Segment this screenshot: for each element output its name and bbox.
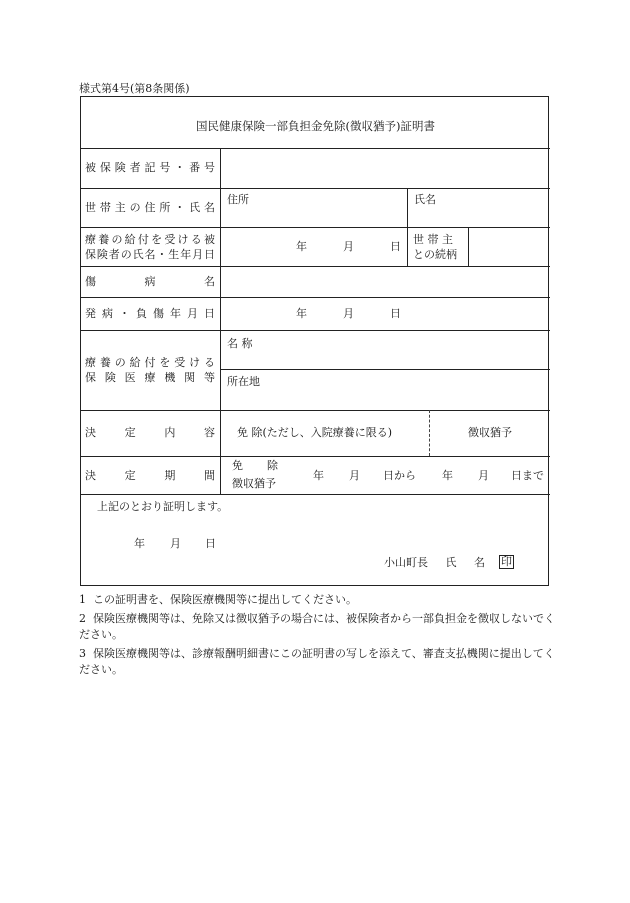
birth-year-unit: 年: [296, 240, 307, 253]
seal-text: 印: [501, 555, 512, 568]
relation-field[interactable]: [469, 228, 549, 265]
note-number: 1: [79, 593, 86, 606]
institution-label-line1: 療養の給付を受ける: [85, 356, 215, 369]
address-field[interactable]: [221, 207, 406, 226]
note-item: [79, 611, 555, 643]
onset-year-unit: 年: [296, 307, 307, 320]
institution-label: [85, 355, 215, 385]
note-text: 保険医療機関等は、免除又は徴収猶予の場合には、被保険者から一部負担金を徴収しないでください。: [79, 612, 555, 641]
relation-label: [413, 232, 457, 262]
seal-mark: [499, 555, 514, 569]
decision-period-label: 決定期間: [85, 469, 215, 482]
row-divider: [81, 188, 550, 189]
note-item: [79, 592, 555, 608]
note-text: 保険医療機関等は、診療報酬明細書にこの証明書の写しを添えて、審査支払機関に提出してください。: [79, 647, 555, 676]
deferral-option[interactable]: 徴収猶予: [468, 426, 512, 439]
notes-list: [79, 592, 555, 678]
note-text: この証明書を、保険医療機関等に提出してください。: [93, 593, 357, 606]
recipient-label: [85, 232, 215, 262]
certificate-form: [80, 96, 549, 586]
row-divider: [81, 494, 550, 495]
mayor-signature-line: 小山町長 氏 名: [384, 556, 485, 569]
form-title: 国民健康保険一部負担金免除(徴収猶予)証明書: [196, 119, 435, 133]
decision-content-label: 決定内容: [85, 426, 215, 439]
certify-year-unit: 年: [134, 537, 145, 550]
recipient-label-line1: 療養の給付を受ける被: [85, 233, 215, 246]
householder-label: 世帯主の住所・氏名: [85, 201, 215, 214]
disease-label: 傷病名: [85, 275, 215, 288]
note-number: 2: [79, 612, 86, 625]
period-end-month-unit: 月: [478, 469, 489, 482]
institution-label-line2: 保険医療機関等: [85, 371, 215, 384]
relation-label-line2: との続柄: [413, 248, 457, 261]
disease-field[interactable]: [221, 267, 549, 296]
onset-day-unit: 日: [390, 307, 401, 320]
dashed-divider: [429, 410, 430, 456]
institution-name-field[interactable]: [271, 331, 549, 368]
insured-number-field[interactable]: [221, 149, 549, 187]
recipient-label-line2: 保険者の氏名・生年月日: [85, 248, 215, 261]
row-divider: [81, 456, 550, 457]
institution-location-field[interactable]: [271, 370, 549, 409]
certify-month-unit: 月: [170, 537, 181, 550]
certify-day-unit: 日: [205, 537, 216, 550]
onset-date-label: 発病・負傷年月日: [85, 307, 215, 320]
row-divider: [81, 410, 550, 411]
note-number: 3: [79, 647, 86, 660]
name-label: 氏名: [414, 193, 436, 206]
period-exemption-label: 免 除: [232, 459, 278, 472]
name-field[interactable]: [408, 207, 549, 226]
onset-month-unit: 月: [343, 307, 354, 320]
note-item: [79, 646, 555, 678]
birth-month-unit: 月: [343, 240, 354, 253]
form-number-label: 様式第4号(第8条関係): [79, 82, 190, 95]
insured-number-label: 被保険者記号・番号: [85, 161, 215, 174]
institution-location-label: 所在地: [227, 375, 260, 388]
period-end-day-suffix: 日まで: [511, 469, 544, 482]
period-start-month-unit: 月: [349, 469, 360, 482]
institution-name-label: 名 称: [227, 337, 253, 350]
address-label: 住所: [227, 193, 249, 206]
column-divider: [407, 188, 408, 266]
row-divider: [81, 297, 550, 298]
period-deferral-label: 徴収猶予: [232, 477, 276, 490]
certification-statement: 上記のとおり証明します。: [97, 500, 229, 513]
period-start-year-unit: 年: [313, 469, 324, 482]
exemption-option[interactable]: 免 除(ただし、入院療養に限る): [237, 426, 393, 439]
period-start-day-suffix: 日から: [383, 469, 416, 482]
relation-label-line1: 世 帯 主: [413, 233, 453, 246]
column-divider: [220, 148, 221, 494]
birth-day-unit: 日: [390, 240, 401, 253]
period-end-year-unit: 年: [442, 469, 453, 482]
